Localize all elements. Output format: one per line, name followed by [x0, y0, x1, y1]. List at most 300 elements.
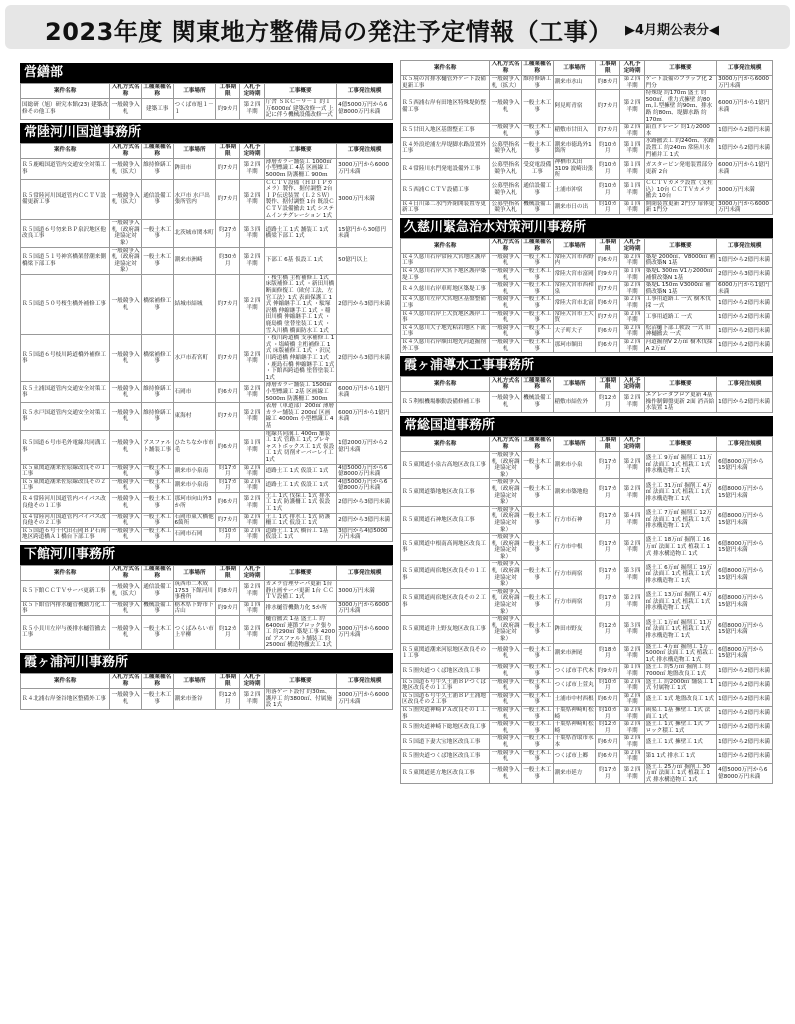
- column-header: 工事発注規模: [337, 143, 393, 158]
- cell-period: 約6カ月: [596, 735, 620, 749]
- cell-timing: 第１四半期: [240, 430, 264, 464]
- cell-location: 阿見町青宿: [553, 90, 596, 124]
- cell-name: Ｒ５甘田入地区基盤整正工事: [401, 124, 490, 138]
- cell-period: 約17カ月: [216, 478, 240, 492]
- cell-bid-method: 一般競争入札: [491, 678, 520, 692]
- cell-bid-method: 一般競争入札: [111, 478, 140, 492]
- cell-name: Ｒ５下館ＣＣＴＶサーバ更新工事: [21, 581, 110, 602]
- cell-location: 潮来市小泉南: [173, 478, 216, 492]
- column-header: 入札予定時期: [240, 566, 264, 581]
- project-table: [400, 376, 773, 413]
- cell-scale: 1億円から2億円未満: [717, 664, 773, 678]
- cell-overview: ガスタービン発電装置部分更新 2台: [644, 159, 717, 180]
- table-header-row: [401, 436, 773, 451]
- cell-work-type: 通信設備工事: [141, 581, 173, 602]
- page-header: [5, 5, 790, 49]
- cell-timing: 第３四半期: [620, 616, 644, 643]
- table-row: [21, 403, 393, 430]
- cell-location: 鉾田市野友: [553, 616, 596, 643]
- cell-work-type: 一般土木工事: [523, 310, 552, 324]
- cell-name: Ｒ５圏央道つくば地区改良工事: [401, 749, 490, 763]
- period-badge: ▶4月期公表分◀: [625, 23, 720, 38]
- cell-bid-method: 一般競争入札: [491, 706, 520, 720]
- table-header-row: [401, 61, 773, 76]
- cell-period: 約17カ月: [596, 763, 620, 784]
- cell-location: 潮来市釜谷: [173, 688, 216, 709]
- column-header: 工事期限: [596, 61, 620, 76]
- table-row: [401, 310, 773, 324]
- cell-overview: 土工 1式 排水工 1式 防護柵工 1式 仮設工 1式: [264, 513, 337, 527]
- table-row: [401, 90, 773, 124]
- cell-period: 約7カ月: [216, 274, 240, 334]
- cell-bid-method: 一般競争入札: [491, 339, 520, 352]
- cell-name: Ｒ４久慈川大子地先粘岩地区下流工事: [401, 324, 490, 338]
- cell-overview: 土工 1式 伐採工 1式 排水工 1式 防護柵工 1式 仮設工 1式: [264, 492, 337, 513]
- cell-timing: 第２四半期: [240, 527, 264, 541]
- cell-work-type: 一般土木工事: [521, 479, 553, 506]
- cell-period: 約6カ月: [596, 749, 620, 763]
- cell-bid-method: 一般競争入札（政府調達協定対象）: [491, 479, 520, 506]
- project-table: [20, 83, 393, 120]
- table-row: [401, 268, 773, 282]
- cell-period: 約6カ月: [216, 492, 240, 513]
- cell-scale: 15億円から30億円未満: [337, 220, 393, 247]
- cell-timing: 第２四半期: [620, 721, 644, 735]
- table-row: [401, 479, 773, 506]
- column-header: 案件名称: [401, 61, 490, 76]
- section-header: 下館河川事務所: [20, 545, 393, 565]
- cell-period: 約6カ月: [216, 430, 240, 464]
- cell-work-type: 維持修繕工事: [523, 76, 552, 89]
- cell-name: Ｒ５圏央道神崎ＰＡ改良その１工事: [401, 706, 490, 720]
- column-header: 工事概要: [644, 238, 717, 253]
- table-row: [401, 339, 773, 353]
- cell-period: 約10カ月: [596, 200, 620, 214]
- cell-overview: 築堤 2000㎥、V8000㎥ 補償改築N 1基: [645, 253, 716, 267]
- column-header: 工事発注規模: [337, 84, 393, 99]
- cell-overview: 工事用道路工 一式: [644, 310, 717, 324]
- cell-location: 北茨城市関本町: [173, 220, 216, 247]
- cell-period: 約6カ月: [596, 339, 620, 353]
- cell-name: Ｒ４常陸河川国道管内バイパス改良他その２工事: [21, 513, 110, 527]
- cell-location: 行方市中根: [553, 534, 596, 561]
- cell-location: 稲敷市結佐外: [553, 392, 596, 413]
- column-header: 入札予定時期: [620, 238, 644, 253]
- cell-name: Ｒ５国道６号牛久土浦ＢＰ土浦地区改良その２工事: [401, 692, 490, 706]
- column-header: 工種業種名称: [143, 566, 172, 580]
- cell-period: 約9カ月: [216, 99, 240, 120]
- cell-overview: 表層（車道部）200㎡ 薄層カラー舗装工 200㎡ 区画線工 4000ｍ 小型標識工 4基: [264, 403, 337, 430]
- project-table: [20, 565, 393, 650]
- cell-period: 約7カ月: [596, 282, 620, 296]
- cell-work-type: 一般土木工事: [523, 735, 552, 748]
- cell-timing: 第４四半期: [620, 506, 644, 533]
- cell-overview: ゲート設備のフラップ化 2門分: [644, 76, 717, 90]
- cell-scale: 1億円から2億円未満: [717, 392, 773, 413]
- column-header: 案件名称: [21, 566, 110, 581]
- cell-location: つくば市手代木: [553, 664, 596, 678]
- cell-scale: 3億円から4億5000万円未満: [337, 527, 393, 541]
- column-header: 案件名称: [401, 238, 490, 253]
- cell-work-type: 一般土木工事: [521, 616, 553, 643]
- cell-bid-method: 一般競争入札: [490, 392, 522, 413]
- cell-name: Ｒ５水戸国道管内交通安全対策工事: [21, 403, 110, 430]
- column-header: 工事発注規模: [717, 377, 773, 392]
- left-column: [20, 60, 393, 710]
- column-header: 工事概要: [644, 61, 717, 76]
- cell-scale: 2億円から3億円未満: [337, 335, 393, 382]
- table-header-row: [401, 377, 773, 392]
- column-header: 工事期限: [596, 377, 620, 392]
- table-row: [401, 763, 773, 784]
- cell-scale: 4億5000万円から6億8000万円未満: [337, 478, 393, 492]
- cell-period: 約7カ月: [216, 403, 240, 430]
- cell-location: 結城市結城: [173, 274, 216, 334]
- cell-location: 大子町大子: [553, 324, 596, 338]
- cell-location: 常陸大宮市西野内: [553, 253, 596, 267]
- cell-name: Ｒ５国道５０号桜生橋外補修工事: [21, 274, 110, 334]
- cell-overview: 電線共同溝工 400ｍ 舗装工 1式 管路工 1式 プレキャストボックス工 1式 仮設工 1式 切削オーバーレイ工 1式: [264, 430, 337, 464]
- cell-bid-method: 一般競争入札（政府調達協定対象）: [111, 247, 140, 274]
- cell-name: Ｒ５国道６号市毛外電線共同溝工事: [21, 430, 110, 464]
- cell-overview: 盛土工 13万㎥ 掘削工 4万㎥ 法面工 1式 植栽工 1式 排水構造物工 1式: [644, 588, 717, 615]
- column-header: 工事発注規模: [337, 566, 393, 581]
- cell-name: Ｒ５東関道築地地区改良工事: [401, 479, 490, 506]
- cell-location: 石岡市石岡: [173, 527, 216, 541]
- cell-overview: 河道掘削V 2万㎥ 樹木伐採A 2万㎡: [644, 339, 717, 353]
- cell-bid-method: 一般競争入札: [110, 430, 142, 464]
- cell-scale: 1億円から2億円未満: [717, 138, 773, 159]
- cell-location: 常陸大宮市北富: [553, 296, 596, 310]
- column-header: 工事概要: [264, 143, 337, 158]
- cell-timing: 第２四半期: [240, 492, 264, 513]
- cell-scale: 3000万円未満: [337, 581, 393, 602]
- cell-timing: 第２四半期: [620, 643, 644, 664]
- cell-name: Ｒ５圏央道神崎下総地区改良工事: [401, 721, 490, 735]
- cell-overview: 道路土工 1式 舗装工 1式 橋梁下部工 1式: [264, 220, 337, 247]
- table-row: [21, 247, 393, 274]
- cell-overview: カメラ管理サーバ更新 1台 静止画サーバ更新 1台 ＣＣＴＶ設備工 1式: [264, 581, 337, 602]
- cell-location: 土浦市沖宿: [553, 179, 596, 200]
- cell-bid-method: 一般競争入札: [491, 124, 520, 137]
- cell-timing: 第３四半期: [240, 220, 264, 247]
- cell-location: 那珂市額田: [553, 339, 596, 353]
- cell-scale: 1億円から2億円未満: [717, 749, 773, 763]
- cell-location: 潮来市小泉南: [173, 464, 216, 478]
- cell-timing: 第２四半期: [240, 382, 264, 403]
- cell-location: 石岡市: [173, 382, 216, 403]
- cell-timing: 第３四半期: [620, 561, 644, 588]
- column-header: 工事発注規模: [717, 436, 773, 451]
- cell-scale: 1億円から2億円未満: [717, 324, 773, 338]
- table-row: [21, 513, 393, 527]
- cell-work-type: アスファルト舗装工事: [141, 430, 173, 464]
- cell-bid-method: 公募型指名競争入札: [490, 179, 522, 200]
- cell-work-type: 一般土木工事: [521, 561, 553, 588]
- cell-location: 筑西市二木成1753 下館河川事務所: [173, 581, 216, 602]
- cell-timing: 第１四半期: [620, 138, 644, 159]
- project-table: [400, 238, 773, 353]
- cell-bid-method: 一般競争入札（拡大）: [110, 158, 142, 179]
- table-row: [401, 706, 773, 720]
- cell-name: Ｒ４久慈川左岸大宮地区基盤整備工事: [401, 296, 490, 310]
- table-row: [401, 282, 773, 296]
- project-table: [400, 436, 773, 785]
- cell-work-type: 維持修繕工事: [141, 158, 173, 179]
- cell-period: 約10カ月: [596, 678, 620, 692]
- cell-overview: 薄層カラー舗装工 1000㎡ 小型標識工 4基 区画線工 5000ｍ 防護柵工 900ｍ: [264, 158, 337, 179]
- cell-bid-method: 一般競争入札: [111, 527, 140, 541]
- cell-overview: 盛土工 31万㎥ 掘削工 4万㎥ 法面工 1式 植栽工 1式 排水構造物工 1式: [644, 479, 717, 506]
- cell-work-type: 一般土木工事: [523, 253, 552, 267]
- cell-scale: 1億円から2億円未満: [717, 310, 773, 324]
- cell-overview: 函渠工 1基 擁壁工 1式 法面工 1式: [644, 706, 717, 720]
- cell-name: Ｒ５東関道両宿地区改良その２工事: [401, 588, 490, 615]
- column-header: 入札予定時期: [620, 61, 644, 76]
- cell-work-type: 一般土木工事: [141, 247, 173, 274]
- cell-scale: 1億円から2億円未満: [717, 124, 773, 138]
- cell-timing: 第１四半期: [620, 179, 644, 200]
- cell-bid-method: 一般競争入札: [110, 382, 142, 403]
- column-header: 入札予定時期: [620, 377, 644, 392]
- cell-overview: ・桜生橋 主桁補修工 1式 床版補修工 1式 ・新田川橋 断面修復工（欧付工法、左官工法）1式 表面保護工 1式 伸縮継手工 1式 ・駄塚沢橋 伸縮継手工 1式 ・稲田川橋 伸縮継手工 1式 ・鹿島橋 塗替塗装工 1式 ・雪入川橋 橋面防水工 1式: [264, 274, 337, 334]
- cell-location: つくば市上郷: [553, 749, 596, 763]
- cell-location: 潮来市小泉: [553, 451, 596, 478]
- column-header: 工事場所: [553, 377, 596, 392]
- cell-work-type: 一般土木工事: [523, 296, 552, 310]
- cell-location: 潮来市築地他: [553, 479, 596, 506]
- column-header: 工事発注規模: [337, 673, 393, 688]
- column-header: 入札予定時期: [620, 436, 644, 451]
- column-header: 工事場所: [553, 61, 596, 76]
- cell-location: 行方市両宿: [553, 588, 596, 615]
- cell-name: Ｒ５国道６号牛久土浦ＢＰつくば地区改良その１工事: [401, 678, 490, 692]
- cell-timing: 第２四半期: [240, 464, 264, 478]
- cell-period: 約7カ月: [216, 158, 240, 179]
- column-header: 入札予定時期: [240, 143, 264, 158]
- cell-period: 約17カ月: [596, 506, 620, 533]
- cell-scale: 3000万円から6000万円未満: [337, 601, 393, 615]
- column-header: 工事期限: [596, 238, 620, 253]
- cell-location: 稲敷市甘田入: [553, 124, 596, 138]
- section-header: 常総国道事務所: [400, 416, 773, 436]
- column-header: 工事場所: [173, 566, 216, 581]
- cell-period: 約6カ月: [216, 382, 240, 403]
- cell-overview: 庁舎 ＳＲＣ－９－１ 約１万6000㎡ 建築改修一式 上記に伴う機械設備改修一式: [264, 99, 337, 120]
- column-header: 入札方式名称: [491, 61, 520, 74]
- column-header: 工事概要: [264, 673, 337, 688]
- column-header: 入札方式名称: [111, 84, 140, 97]
- cell-location: つくば市旭１－１: [173, 99, 216, 120]
- table-row: [401, 588, 773, 615]
- column-header: 工事期限: [596, 436, 620, 451]
- cell-scale: 3000万円未満: [337, 179, 393, 220]
- cell-name: Ｒ５東関道両宿地区改良その１工事: [401, 561, 490, 588]
- cell-location: 潮来市水山: [553, 76, 596, 90]
- table-row: [401, 392, 773, 413]
- cell-period: 約10カ月: [596, 159, 620, 180]
- cell-timing: 第２四半期: [240, 274, 264, 334]
- cell-work-type: 一般土木工事: [141, 492, 173, 513]
- table-row: [401, 534, 773, 561]
- cell-overview: 盛土工 4万㎥ 掘削工 1万5000㎥ 法面工 1式 植栽工 1式 排水構造物工 1式: [644, 643, 717, 664]
- cell-scale: 3000万円未満: [717, 179, 773, 200]
- cell-name: Ｒ４常陸川水門発電設備外工事: [401, 159, 490, 180]
- cell-location: 千葉県神崎町松崎: [553, 706, 596, 720]
- cell-work-type: 一般土木工事: [523, 749, 552, 763]
- cell-name: Ｒ５国道下妻大宝地区改良工事: [401, 735, 490, 749]
- table-row: [21, 335, 393, 382]
- table-row: [21, 464, 393, 478]
- cell-overview: 盛土工 1万㎥ 掘削工 11万㎥ 法面工 1式 植栽工 1式 排水構造物工 1式: [644, 616, 717, 643]
- cell-work-type: 一般土木工事: [521, 763, 553, 784]
- cell-overview: 盛土工 9万㎥ 掘削工 11万㎥ 法面工 1式 植栽工 1式 排水構造物工 1式: [644, 451, 717, 478]
- cell-overview: 盛土工 1式 擁壁工 1式 ブロック積工 1式: [644, 721, 717, 735]
- column-header: 工事概要: [264, 84, 337, 99]
- column-header: 工事期限: [216, 84, 240, 99]
- section-header: 営繕部: [20, 63, 393, 83]
- table-header-row: [21, 673, 393, 688]
- section-header: 常陸河川国道事務所: [20, 123, 393, 143]
- cell-location: 千葉県香取市永本: [553, 735, 596, 749]
- cell-bid-method: 公募型指名競争入札: [490, 138, 522, 159]
- cell-location: 土浦市中村西根: [553, 692, 596, 706]
- cell-timing: 第２四半期: [620, 124, 644, 138]
- cell-period: 約30カ月: [216, 247, 240, 274]
- cell-bid-method: 一般競争入札: [110, 492, 142, 513]
- cell-bid-method: 一般競争入札: [491, 692, 520, 706]
- table-row: [401, 721, 773, 735]
- cell-timing: 第２四半期: [620, 296, 644, 310]
- cell-overview: 盛土工 7万㎥ 掘削工 12万㎥ 法面工 1式 植栽工 1式 排水構造物工 1式: [644, 506, 717, 533]
- project-table: [20, 673, 393, 710]
- cell-timing: 第２四半期: [620, 706, 644, 720]
- cell-bid-method: 一般競争入札: [110, 335, 142, 382]
- cell-location: 常陸大宮市上大賀: [553, 310, 596, 324]
- cell-location: 常陸大宮市西和泉: [553, 282, 596, 296]
- table-row: [401, 324, 773, 338]
- cell-work-type: 一般土木工事: [523, 339, 552, 352]
- cell-overview: 特殊堤 約170ｍ 盛土 約500㎥、重力式擁壁 約80ｍ,Ｌ型擁壁 約90ｍ、排水路 約80ｍ、堤脚水路 約170ｍ: [644, 90, 717, 124]
- cell-period: 約9カ月: [216, 601, 240, 615]
- cell-work-type: 一般土木工事: [523, 268, 552, 281]
- table-row: [401, 159, 773, 180]
- cell-overview: 盛土工 約2000㎥ 舗装工 1式 付属物工 1式: [644, 678, 717, 692]
- column-header: 入札方式名称: [491, 437, 520, 450]
- cell-work-type: 一般土木工事: [143, 464, 172, 478]
- table-header-row: [401, 238, 773, 253]
- cell-name: Ｒ５東関道潮来佐原線改良その２工事: [21, 478, 110, 492]
- cell-work-type: 一般土木工事: [521, 588, 553, 615]
- cell-location: 潮来市延方: [553, 763, 596, 784]
- table-row: [21, 99, 393, 120]
- cell-location: 水戸市 水戸出張所管内: [173, 179, 216, 220]
- cell-period: 約6カ月: [596, 692, 620, 706]
- cell-name: Ｒ４久慈川右岸上大賀地区護岸工事: [401, 310, 490, 324]
- cell-period: 約17カ月: [596, 534, 620, 561]
- column-header: 工事概要: [644, 377, 717, 392]
- cell-work-type: 機械設備工事: [521, 392, 553, 413]
- cell-scale: 1億円から2億円未満: [717, 692, 773, 706]
- cell-period: 約8カ月: [216, 581, 240, 602]
- column-header: 工事発注規模: [717, 238, 773, 253]
- table-row: [401, 253, 773, 267]
- cell-work-type: 一般土木工事: [143, 513, 172, 527]
- cell-timing: 第１四半期: [620, 200, 644, 214]
- column-header: 工種業種名称: [143, 144, 172, 157]
- cell-period: 約17カ月: [216, 464, 240, 478]
- cell-scale: 1億2000万円から2億円未満: [337, 430, 393, 464]
- column-header: 案件名称: [21, 143, 110, 158]
- table-row: [401, 200, 773, 214]
- cell-timing: 第２四半期: [620, 90, 644, 124]
- cell-name: Ｒ５土浦国道管内交通安全対策工事: [21, 382, 110, 403]
- cell-bid-method: 一般競争入札（政府調達協定対象）: [491, 534, 520, 560]
- cell-overview: 盛土工 6万㎥ 掘削工 19万㎥ 法面工 1式 植栽工 1式 排水構造物工 1式: [644, 561, 717, 588]
- section-header: 久慈川緊急治水対策河川事務所: [400, 218, 773, 238]
- cell-name: Ｒ４外浪逆浦左岸堤脚水路設置外工事: [401, 138, 490, 159]
- column-header: 工事場所: [553, 238, 596, 253]
- cell-work-type: 通信設備工事: [141, 179, 173, 220]
- cell-period: 約12カ月: [216, 688, 240, 709]
- column-header: 入札方式名称: [111, 674, 140, 687]
- cell-period: 約10カ月: [596, 706, 620, 720]
- cell-bid-method: 一般競争入札: [111, 513, 140, 527]
- cell-period: 約10カ月: [596, 179, 620, 200]
- cell-timing: 第２四半期: [620, 692, 644, 706]
- cell-work-type: 一般土木工事: [521, 138, 553, 159]
- table-row: [21, 688, 393, 709]
- cell-scale: 3000万円から6000万円未満: [337, 616, 393, 650]
- cell-work-type: 一般土木工事: [143, 478, 172, 492]
- cell-timing: 第２四半期: [240, 478, 264, 492]
- cell-period: 約17カ月: [596, 479, 620, 506]
- cell-location: 潮来市洲尾: [553, 643, 596, 664]
- cell-scale: 1億円から2億円未満: [717, 253, 773, 267]
- table-row: [401, 735, 773, 749]
- column-header: 工種業種名称: [523, 377, 552, 391]
- cell-timing: 第２四半期: [240, 513, 264, 527]
- cell-bid-method: 一般競争入札: [491, 253, 520, 267]
- cell-work-type: 一般土木工事: [521, 643, 553, 664]
- cell-timing: 第１四半期: [620, 159, 644, 180]
- table-row: [401, 643, 773, 664]
- cell-period: 約6カ月: [596, 324, 620, 338]
- cell-name: Ｒ５境の宮排水樋管外ゲート設備更新工事: [401, 76, 490, 90]
- column-header: 工事場所: [553, 436, 596, 451]
- column-header: 工事期限: [216, 143, 240, 158]
- cell-period: 約27カ月: [216, 220, 240, 247]
- cell-name: Ｒ４日川第二水門外閉開装置等更新工事: [401, 200, 490, 214]
- cell-overview: 松沼樋下部工軟設 一式 旧神樋撤去 一式: [644, 324, 717, 338]
- cell-overview: 道路土工 1式 仮設工 1式: [264, 478, 337, 492]
- cell-work-type: 維持修繕工事: [141, 403, 173, 430]
- table-header-row: [21, 143, 393, 158]
- cell-overview: 第1 1式 排水工 1式: [644, 749, 717, 763]
- cell-scale: 1億円から2億円未満: [717, 339, 773, 353]
- column-header: 入札方式名称: [111, 566, 140, 580]
- cell-overview: 道路土工 1式 橋台工 1基 仮設工 1式: [264, 527, 337, 541]
- cell-scale: 1億円から2億円未満: [717, 721, 773, 735]
- cell-timing: 第１四半期: [620, 664, 644, 678]
- cell-bid-method: 一般競争入札: [110, 688, 142, 709]
- cell-name: 国総研（旭）研究本館(23) 建築改修その他工事: [21, 99, 110, 120]
- cell-name: Ｒ４久慈川右岸常陸大宮地区護岸工事: [401, 253, 490, 267]
- cell-timing: 第２四半期: [620, 339, 644, 353]
- cell-name: Ｒ５西浦右岸有田地区特殊堤防整備工事: [401, 90, 490, 124]
- cell-timing: 第２四半期: [240, 247, 264, 274]
- cell-scale: 6億8000万円から15億円未満: [717, 561, 773, 588]
